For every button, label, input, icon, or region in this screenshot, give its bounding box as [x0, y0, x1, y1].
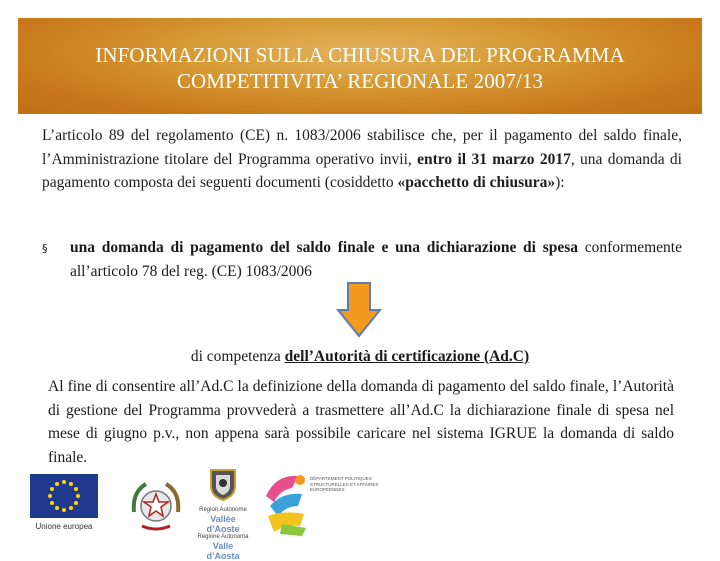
- logo-strip: [0, 462, 720, 561]
- eu-flag-icon: [30, 474, 98, 518]
- vda-caption-fr: Région Autonome: [199, 507, 247, 513]
- competence-prefix: di competenza: [190, 348, 285, 365]
- bullet-item: [42, 236, 682, 283]
- vda-brand-fr: Vallée d’Aoste: [206, 514, 240, 534]
- intro-text-b: , una domanda di pagamento composta dei seguenti documenti (cosiddetto: [42, 150, 682, 191]
- vda-brand-it: Valle d’Aosta: [206, 541, 240, 561]
- bullet-text: [70, 236, 682, 283]
- closing-paragraph: Al fine di consentire all’Ad.C la definizione della domanda di pagamento del saldo finale, l’Autorità di gestione del Programma provvederà a trasmettere all’Ad.C la dichiarazione finale di spesa nel mese di giugno p.v., non appena sarà possibile caricare nel sistema IGRUE la domanda di saldo finale.: [48, 378, 674, 466]
- down-arrow-icon: [336, 282, 382, 338]
- intro-text-c: ):: [555, 174, 565, 191]
- eu-logo: [30, 474, 102, 540]
- bullet-bold-text: una domanda di pagamento del saldo finale e una dichiarazione di spesa: [70, 239, 579, 256]
- bullet-marker: §: [42, 242, 48, 255]
- valle-aosta-logo: [196, 466, 250, 561]
- closure-packet-text: «pacchetto di chiusura»: [397, 174, 556, 191]
- eu-caption: Unione europea: [35, 522, 93, 531]
- valle-aosta-crest-icon: [196, 466, 250, 502]
- title-banner: [18, 18, 702, 114]
- slide-title-line-2: COMPETITIVITA’ REGIONALE 2007/13: [176, 69, 544, 93]
- certification-authority: dell’Autorità di certificazione (Ad.C): [284, 348, 530, 365]
- fesr-logo: [262, 466, 382, 540]
- vda-caption-it: Regione Autonoma: [197, 534, 249, 540]
- intro-text-a: L’articolo 89 del regolamento (CE) n. 1083/2006 stabilisce che, per il pagamento del saldo finale, l’Amministrazione titolare del Programma operativo invii,: [42, 127, 682, 168]
- fesr-caption: DÉPARTEMENT POLITIQUES STRUCTURELLES ET AFFAIRES EUROPÉENNES: [310, 476, 379, 492]
- italian-republic-emblem-icon: [128, 476, 184, 534]
- slide-title-line-1: INFORMAZIONI SULLA CHIUSURA DEL PROGRAMMA: [95, 43, 625, 67]
- fesr-mark-icon: [262, 466, 310, 538]
- deadline-text: entro il 31 marzo 2017: [417, 150, 571, 168]
- intro-paragraph: [42, 124, 682, 195]
- competence-line: [0, 346, 720, 368]
- bullet-plain-text: conformemente all’articolo 78 del reg. (CE) 1083/2006: [70, 239, 682, 280]
